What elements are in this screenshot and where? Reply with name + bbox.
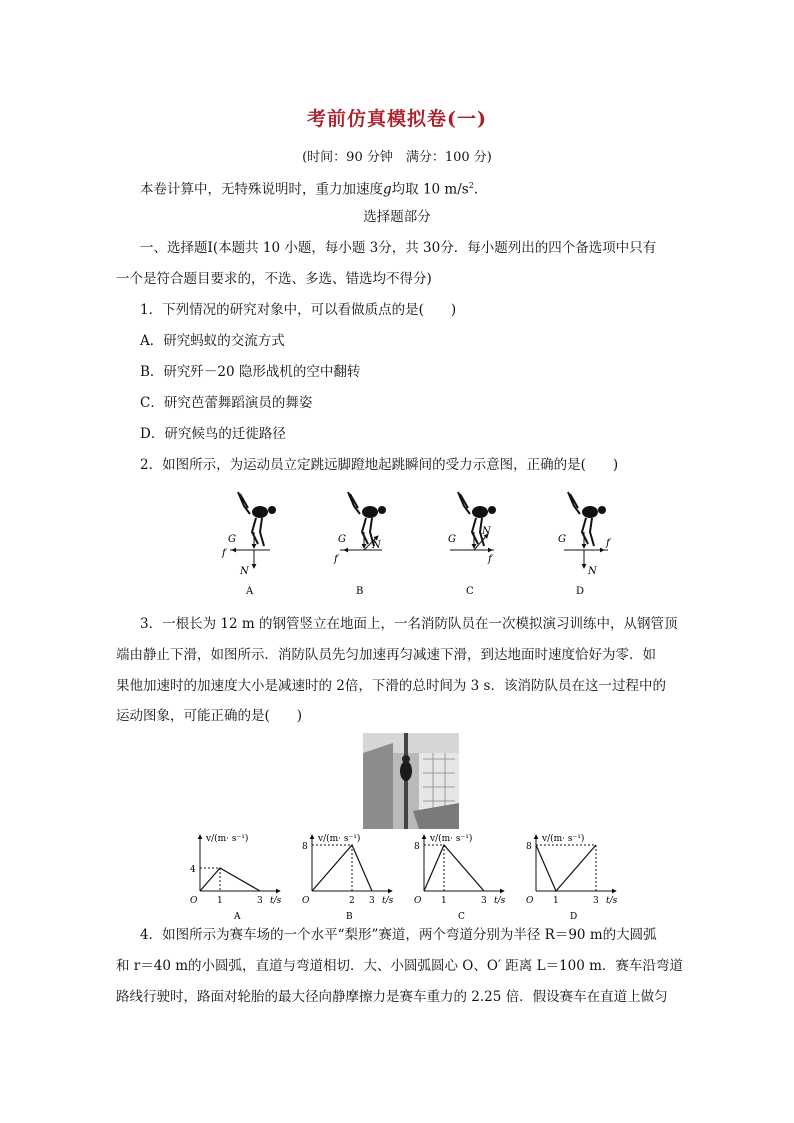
q1-option-a: A．研究蚂蚁的交流方式 [140, 333, 285, 349]
q2-a-n: N [240, 566, 249, 577]
peak-time-label: 2 [349, 896, 355, 906]
q1-option-c: C．研究芭蕾舞蹈演员的舞姿 [140, 395, 313, 411]
velocity-line [312, 845, 372, 891]
origin-label: O [526, 896, 534, 906]
q3-line4: 运动图象，可能正确的是( ) [116, 708, 303, 724]
intro-line [140, 176, 710, 200]
end-time-label: 3 [481, 896, 487, 906]
vt-graph-b [302, 833, 394, 921]
origin-label: O [302, 896, 310, 906]
origin-label: O [190, 896, 198, 906]
vt-graph-d [526, 833, 618, 921]
peak-time-label: 1 [217, 896, 223, 906]
intro-text: 本卷计算中，无特殊说明时，重力加速度 [140, 181, 383, 198]
t-axis-label: t/s [606, 896, 618, 906]
v-axis-label: v/(m· s⁻¹) [542, 834, 585, 844]
vt-graph-c [414, 833, 506, 921]
section-title: 选择题部分 [363, 209, 431, 225]
q2-b-letter: B [356, 586, 364, 597]
intro-value: 均取 10 m/s [391, 181, 469, 198]
t-axis-label: t/s [382, 896, 394, 906]
q1-option-b: B．研究歼－20 隐形战机的空中翻转 [140, 364, 361, 380]
v-axis-label: v/(m· s⁻¹) [206, 834, 249, 844]
peak-time-label: 1 [553, 896, 559, 906]
q2-a-letter: A [246, 586, 254, 597]
q2-figure-c [448, 492, 496, 597]
q2-b-f: f [334, 554, 338, 565]
exam-info: (时间：90 分钟 满分：100 分) [302, 150, 492, 165]
q2-c-f: f [488, 554, 492, 565]
g-symbol: g [383, 181, 392, 198]
end-time-label: 3 [369, 896, 375, 906]
q1-option-d: D．研究候鸟的迁徙路径 [140, 426, 286, 442]
peak-time-label: 1 [441, 896, 447, 906]
part1-line1: 一、选择题Ⅰ(本题共 10 小题，每小题 3分，共 30分．每小题列出的四个备选项中只有 [140, 240, 657, 256]
q4-line1: 4．如图所示为赛车场的一个水平“梨形”赛道，两个弯道分别为半径 R＝90 m的大圆弧 [140, 927, 657, 943]
end-time-label: 3 [593, 896, 599, 906]
origin-label: O [414, 896, 422, 906]
q1-stem: 1．下列情况的研究对象中，可以看做质点的是( ) [140, 302, 457, 318]
q2-a-g: G [228, 534, 236, 545]
peak-value-label: 8 [526, 842, 532, 852]
q2-c-letter: C [466, 586, 474, 597]
end-time-label: 3 [257, 896, 263, 906]
q2-c-g: G [448, 534, 456, 545]
q3-line2: 端由静止下滑，如图所示．消防队员先匀加速再匀减速下滑，到达地面时速度恰好为零．如 [116, 647, 656, 663]
q2-stem: 2．如图所示，为运动员立定跳远脚蹬地起跳瞬间的受力示意图，正确的是( ) [140, 457, 619, 473]
q3-line1: 3．一根长为 12 m 的钢管竖立在地面上，一名消防队员在一次模拟演习训练中，从钢管顶 [140, 616, 678, 632]
graph-letter: B [346, 912, 353, 921]
q2-d-n: N [588, 566, 597, 577]
q2-figures [200, 484, 620, 599]
peak-value-label: 8 [414, 842, 420, 852]
v-axis-label: v/(m· s⁻¹) [430, 834, 473, 844]
velocity-line [536, 845, 596, 891]
vt-graph-a [190, 833, 282, 921]
v-axis-label: v/(m· s⁻¹) [318, 834, 361, 844]
graph-letter: D [570, 912, 578, 921]
part1-line2: 一个是符合题目要求的，不选、多选、错选均不得分) [116, 271, 432, 287]
q2-d-f: f [606, 538, 610, 549]
q2-d-letter: D [576, 586, 585, 597]
t-axis-label: t/s [270, 896, 282, 906]
q4-line3: 路线行驶时，路面对轮胎的最大径向静摩擦力是赛车重力的 2.25 倍．假设赛车在直道上做匀 [116, 989, 668, 1005]
graph-letter: C [458, 912, 465, 921]
q2-figure-d [558, 492, 612, 597]
velocity-line [200, 868, 260, 891]
q2-b-g: G [338, 534, 346, 545]
q2-b-n: N [372, 540, 381, 551]
q2-a-f: f [222, 548, 226, 559]
intro-end: . [473, 181, 479, 198]
q2-d-g: G [558, 534, 566, 545]
peak-value-label: 8 [302, 842, 308, 852]
firefighter-photo [363, 733, 459, 829]
intro-exponent: 2 [468, 181, 474, 190]
q4-line2: 和 r＝40 m的小圆弧，直道与弯道相切．大、小圆弧圆心 O、O′ 距离 L＝100 m．赛车沿弯道 [116, 958, 683, 974]
velocity-line [424, 845, 484, 891]
peak-value-label: 4 [190, 865, 196, 875]
q3-line3: 果他加速时的加速度大小是减速时的 2倍，下滑的总时间为 3 s．该消防队员在这一过程中的 [116, 678, 666, 694]
t-axis-label: t/s [494, 896, 506, 906]
q2-figure-b [333, 492, 386, 597]
q3-graphs [186, 831, 626, 921]
q2-c-n: N [482, 526, 491, 537]
page-title: 考前仿真模拟卷(一) [307, 108, 487, 130]
graph-letter: A [234, 912, 241, 921]
q2-figure-a [221, 492, 276, 597]
